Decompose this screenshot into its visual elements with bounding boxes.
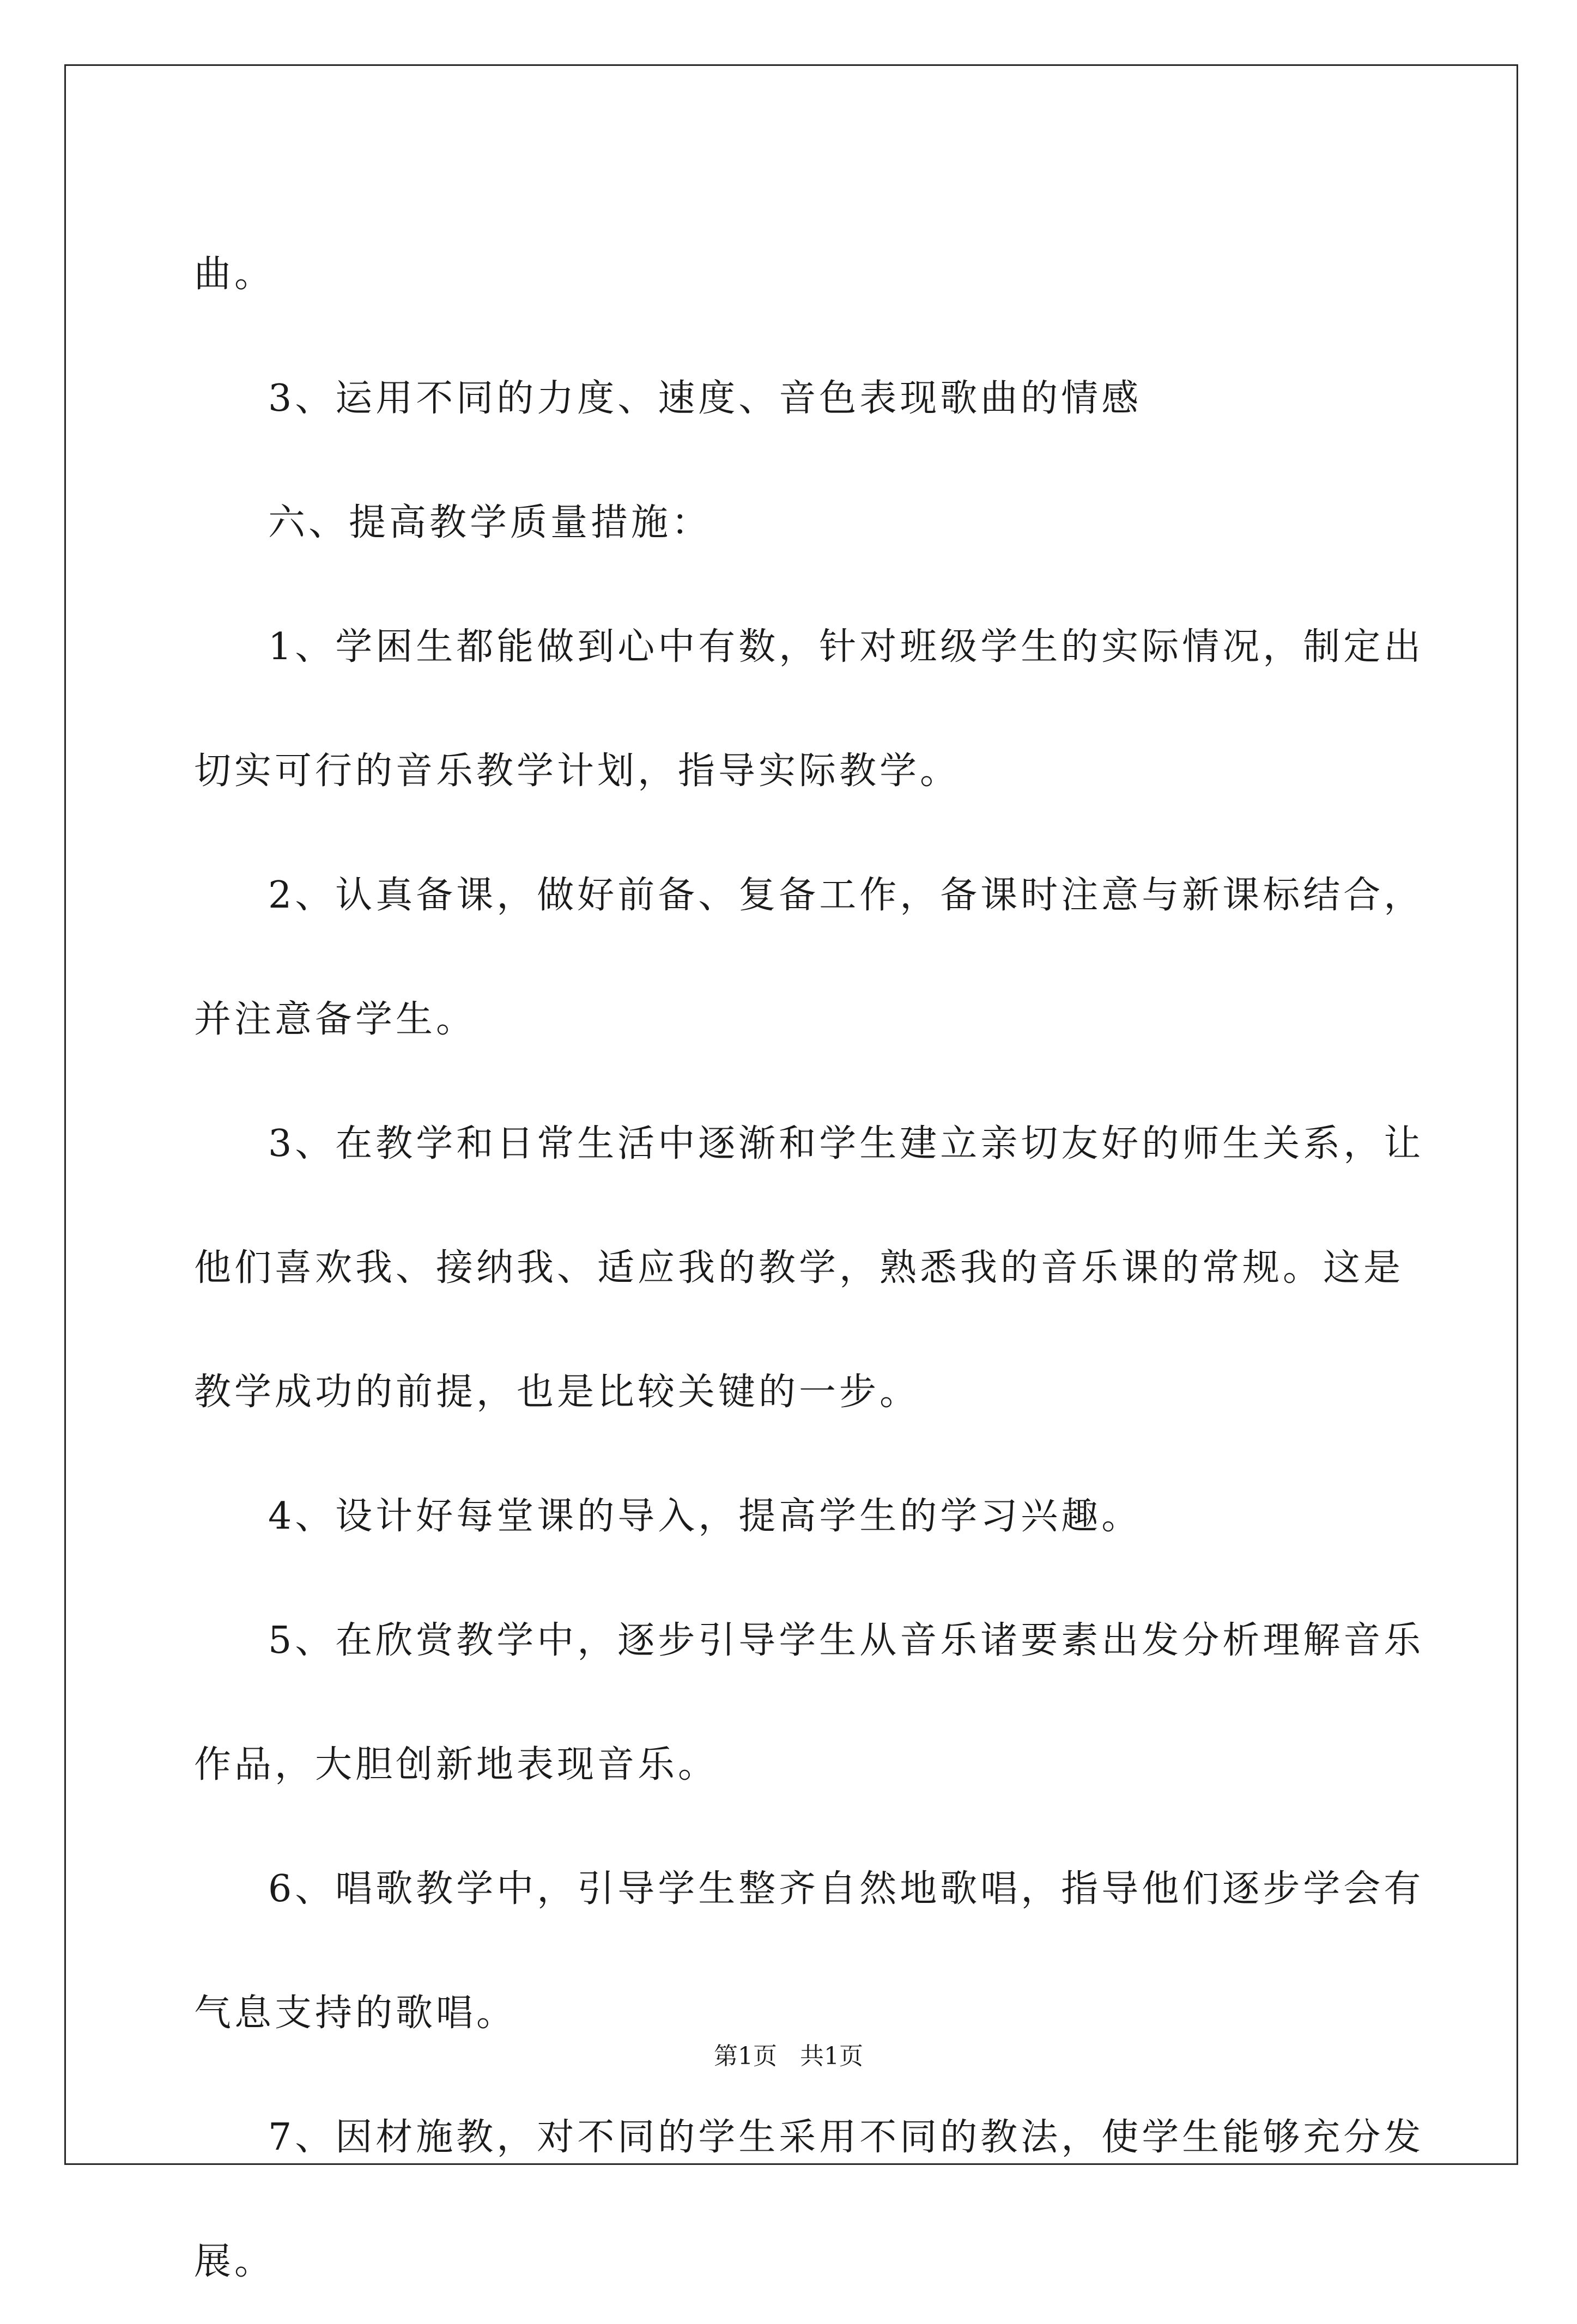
page-footer [0, 2036, 1577, 2071]
page-total: 共1页 [799, 2042, 863, 2070]
paragraph-line: 3、运用不同的力度、速度、音色表现歌曲的情感 [268, 377, 1142, 420]
paragraph-line: 1、学困生都能做到心中有数，针对班级学生的实际情况，制定出 [268, 625, 1424, 668]
paragraph-line: 3、在教学和日常生活中逐渐和学生建立亲切友好的师生关系，让 [268, 1122, 1424, 1165]
paragraph-line: 6、唱歌教学中，引导学生整齐自然地歌唱，指导他们逐步学会有 [268, 1867, 1424, 1911]
paragraph-line: 7、因材施教，对不同的学生采用不同的教法，使学生能够充分发 [268, 2116, 1424, 2159]
paragraph-line: 并注意备学生。 [194, 998, 477, 1041]
document-body [194, 212, 1424, 2324]
paragraph-line: 作品，大胆创新地表现音乐。 [194, 1743, 719, 1786]
paragraph-line: 曲。 [194, 253, 275, 296]
paragraph-line: 4、设计好每堂课的导入，提高学生的学习兴趣。 [268, 1495, 1142, 1538]
paragraph-line: 5、在欣赏教学中，逐步引导学生从音乐诸要素出发分析理解音乐 [268, 1619, 1424, 1662]
paragraph-line: 气息支持的歌唱。 [194, 1992, 517, 2035]
paragraph-line: 展。 [194, 2240, 275, 2283]
page-number: 第1页 [714, 2042, 778, 2070]
paragraph-line: 切实可行的音乐教学计划，指导实际教学。 [194, 750, 961, 793]
section-heading: 六、提高教学质量措施： [268, 501, 712, 544]
paragraph-line: 2、认真备课，做好前备、复备工作，备课时注意与新课标结合， [268, 874, 1424, 917]
paragraph-line: 教学成功的前提，也是比较关键的一步。 [194, 1371, 920, 1414]
paragraph-line: 他们喜欢我、接纳我、适应我的教学，熟悉我的音乐课的常规。这是 [194, 1246, 1404, 1289]
